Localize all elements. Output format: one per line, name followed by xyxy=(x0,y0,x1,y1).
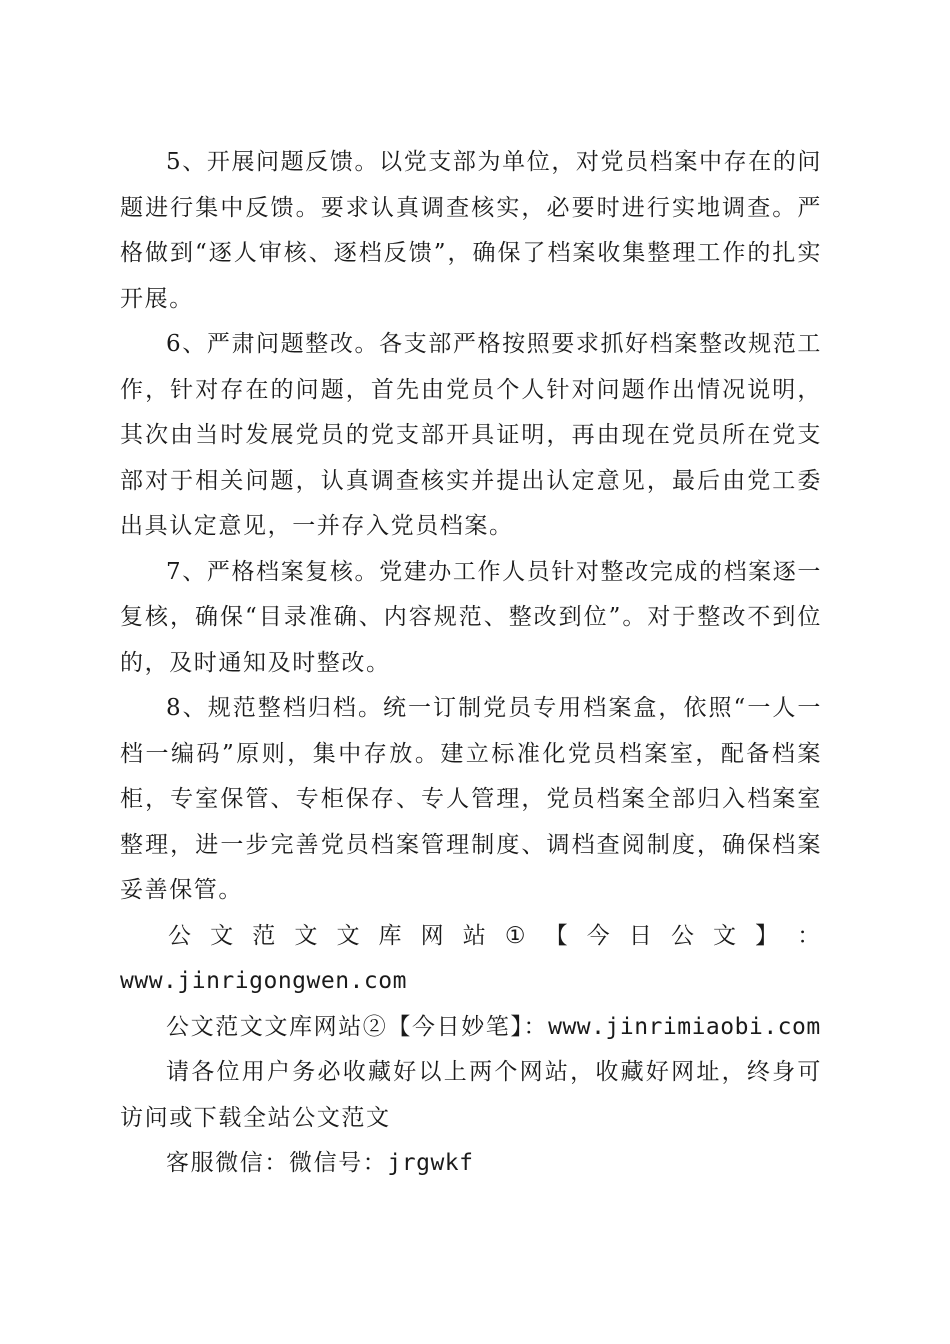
site1-char: ① xyxy=(504,922,528,949)
site1-char: 】 xyxy=(755,922,780,949)
footer-site1-label xyxy=(120,914,822,960)
footer-site2-label: 公文范文文库网站②【今日妙笔】： xyxy=(166,1013,549,1040)
site1-char: 文 xyxy=(336,922,362,949)
footer-site2-url[interactable]: www.jinrimiaobi.com xyxy=(548,1013,821,1040)
site1-char: 日 xyxy=(628,922,654,949)
site1-char: 公 xyxy=(670,922,696,949)
footer-service-label: 客服微信：微信号： xyxy=(166,1150,388,1176)
paragraph-5: 5、开展问题反馈。以党支部为单位，对党员档案中存在的问题进行集中反馈。要求认真调查核实，必要时进行实地调查。严格做到“逐人审核、逐档反馈”，确保了档案收集整理工作的扎实开展。 xyxy=(120,149,822,312)
footer-site1 xyxy=(120,914,822,1005)
paragraph-6: 6、严肃问题整改。各支部严格按照要求抓好档案整改规范工作，针对存在的问题，首先由党员个人针对问题作出情况说明，其次由当时发展党员的党支部开具证明，再由现在党员所在党支部对于相关问题，认真调查核实并提出认定意见，最后由党工委出具认定意见，一并存入党员档案。 xyxy=(120,331,822,539)
paragraph-8: 8、规范整档归档。统一订制党员专用档案盒，依照“一人一档一编码”原则，集中存放。建立标准化党员档案室，配备档案柜，专室保管、专柜保存、专人管理，党员档案全部归入档案室整理，进一步完善党员档案管理制度、调档查阅制度，确保档案妥善保管。 xyxy=(120,695,822,903)
site1-char: ： xyxy=(797,922,822,949)
footer-service xyxy=(120,1141,822,1187)
footer-service-id: jrgwkf xyxy=(387,1150,474,1176)
site1-char: 文 xyxy=(294,922,319,949)
site1-char: 今 xyxy=(586,922,612,949)
site1-char: 文 xyxy=(210,922,235,949)
document-body xyxy=(120,140,822,1187)
site1-char: 【 xyxy=(544,922,570,949)
site1-char: 站 xyxy=(462,922,488,949)
footer-notice: 请各位用户务必收藏好以上两个网站，收藏好网址，终身可访问或下载全站公文范文 xyxy=(120,1059,822,1131)
site1-char: 公 xyxy=(168,922,193,949)
paragraph-7: 7、严格档案复核。党建办工作人员针对整改完成的档案逐一复核，确保“目录准确、内容规范、整改到位”。对于整改不到位的，及时通知及时整改。 xyxy=(120,558,822,676)
site1-char: 文 xyxy=(713,922,738,949)
footer-site2 xyxy=(120,1005,822,1051)
site1-char: 库 xyxy=(378,922,404,949)
site1-char: 网 xyxy=(420,922,446,949)
footer-site1-url[interactable]: www.jinrigongwen.com xyxy=(120,968,407,994)
site1-char: 范 xyxy=(252,922,277,949)
